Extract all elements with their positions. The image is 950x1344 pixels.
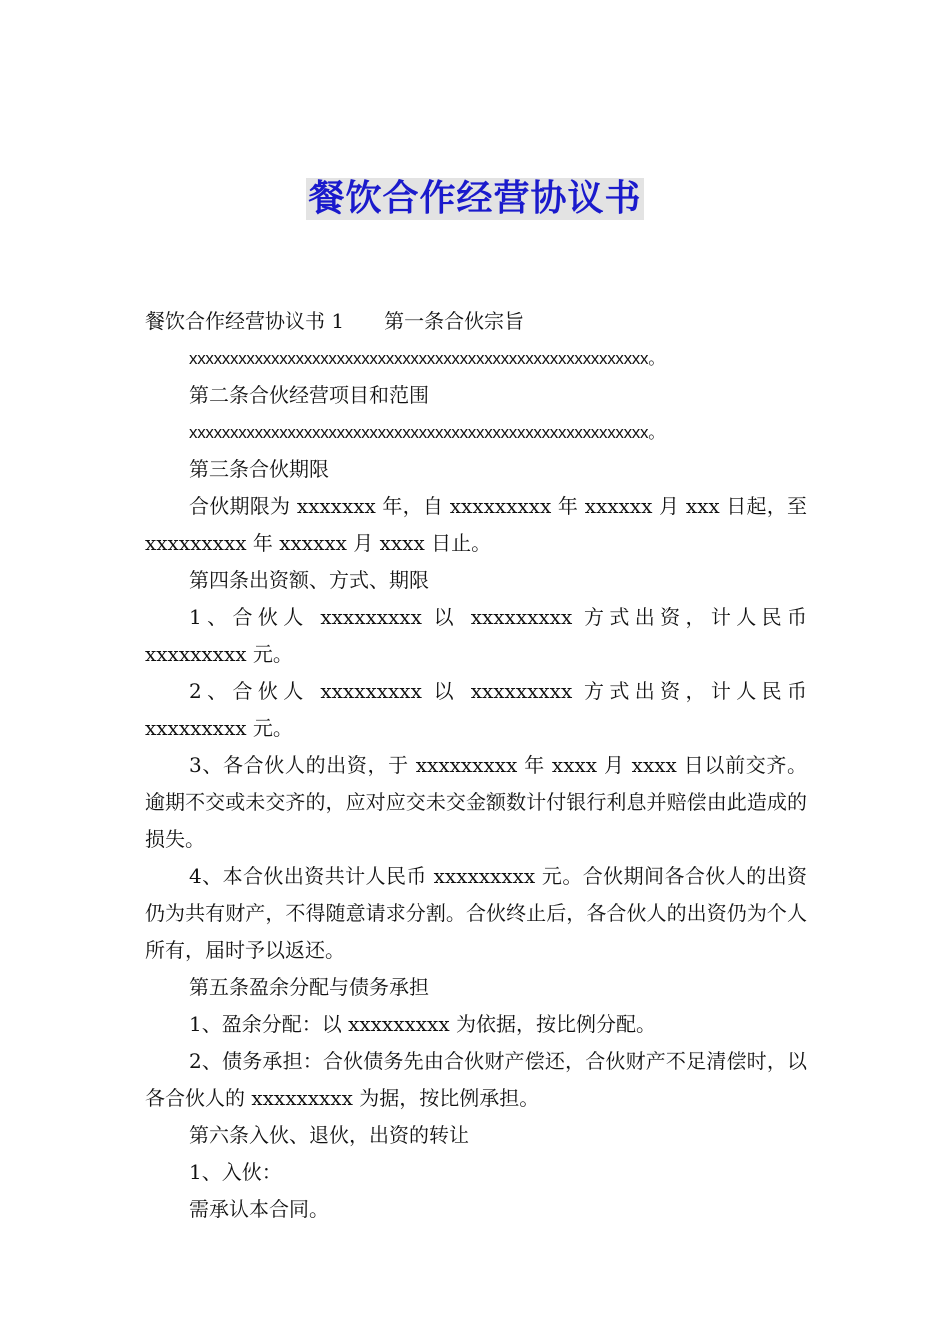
title-wrap bbox=[0, 178, 950, 220]
article-2-title: 第二条合伙经营项目和范围 bbox=[189, 383, 429, 407]
article-4-item: 3、各合伙人的出资，于 xxxxxxxxx 年 xxxx 月 xxxx 日以前交齐。逾期不交或未交齐的，应对应交未交金额数计付银行利息并赔偿由此造成的损失。 bbox=[145, 753, 807, 851]
article-3-body: 合伙期限为 xxxxxxx 年，自 xxxxxxxxx 年 xxxxxx 月 xxx 日起，至 xxxxxxxxx 年 xxxxxx 月 xxxx 日止。 bbox=[145, 494, 807, 555]
document-body bbox=[145, 303, 807, 1228]
article-6-item: 1、入伙： bbox=[189, 1160, 282, 1184]
article-4-title: 第四条出资额、方式、期限 bbox=[189, 568, 429, 592]
article-5-title: 第五条盈余分配与债务承担 bbox=[189, 975, 429, 999]
heading-line bbox=[145, 303, 807, 340]
article-5-item: 2、债务承担：合伙债务先由合伙财产偿还，合伙财产不足清偿时，以各合伙人的 xxxxxxxxx 为据，按比例承担。 bbox=[145, 1049, 807, 1110]
document-title: 餐饮合作经营协议书 bbox=[308, 178, 642, 219]
document-heading: 餐饮合作经营协议书 1 bbox=[145, 309, 345, 333]
article-1-body: xxxxxxxxxxxxxxxxxxxxxxxxxxxxxxxxxxxxxxxxxxxxxxxxxxxxxxxx。 bbox=[189, 349, 665, 368]
article-4-item: 4、本合伙出资共计人民币 xxxxxxxxx 元。合伙期间各合伙人的出资仍为共有财产，不得随意请求分割。合伙终止后，各合伙人的出资仍为个人所有，届时予以返还。 bbox=[145, 864, 807, 962]
article-1-title: 第一条合伙宗旨 bbox=[384, 309, 525, 333]
article-4-item: 1、合伙人 xxxxxxxxx 以 xxxxxxxxx 方式出资，计人民币 xxxxxxxxx 元。 bbox=[145, 605, 807, 666]
article-6-title: 第六条入伙、退伙，出资的转让 bbox=[189, 1123, 469, 1147]
article-4-item: 2、合伙人 xxxxxxxxx 以 xxxxxxxxx 方式出资，计人民币 xxxxxxxxx 元。 bbox=[145, 679, 807, 740]
article-5-item: 1、盈余分配：以 xxxxxxxxx 为依据，按比例分配。 bbox=[189, 1012, 656, 1036]
article-3-title: 第三条合伙期限 bbox=[189, 457, 329, 481]
article-6-item-body: 需承认本合同。 bbox=[189, 1197, 329, 1221]
article-2-body: xxxxxxxxxxxxxxxxxxxxxxxxxxxxxxxxxxxxxxxxxxxxxxxxxxxxxxxx。 bbox=[189, 423, 665, 442]
